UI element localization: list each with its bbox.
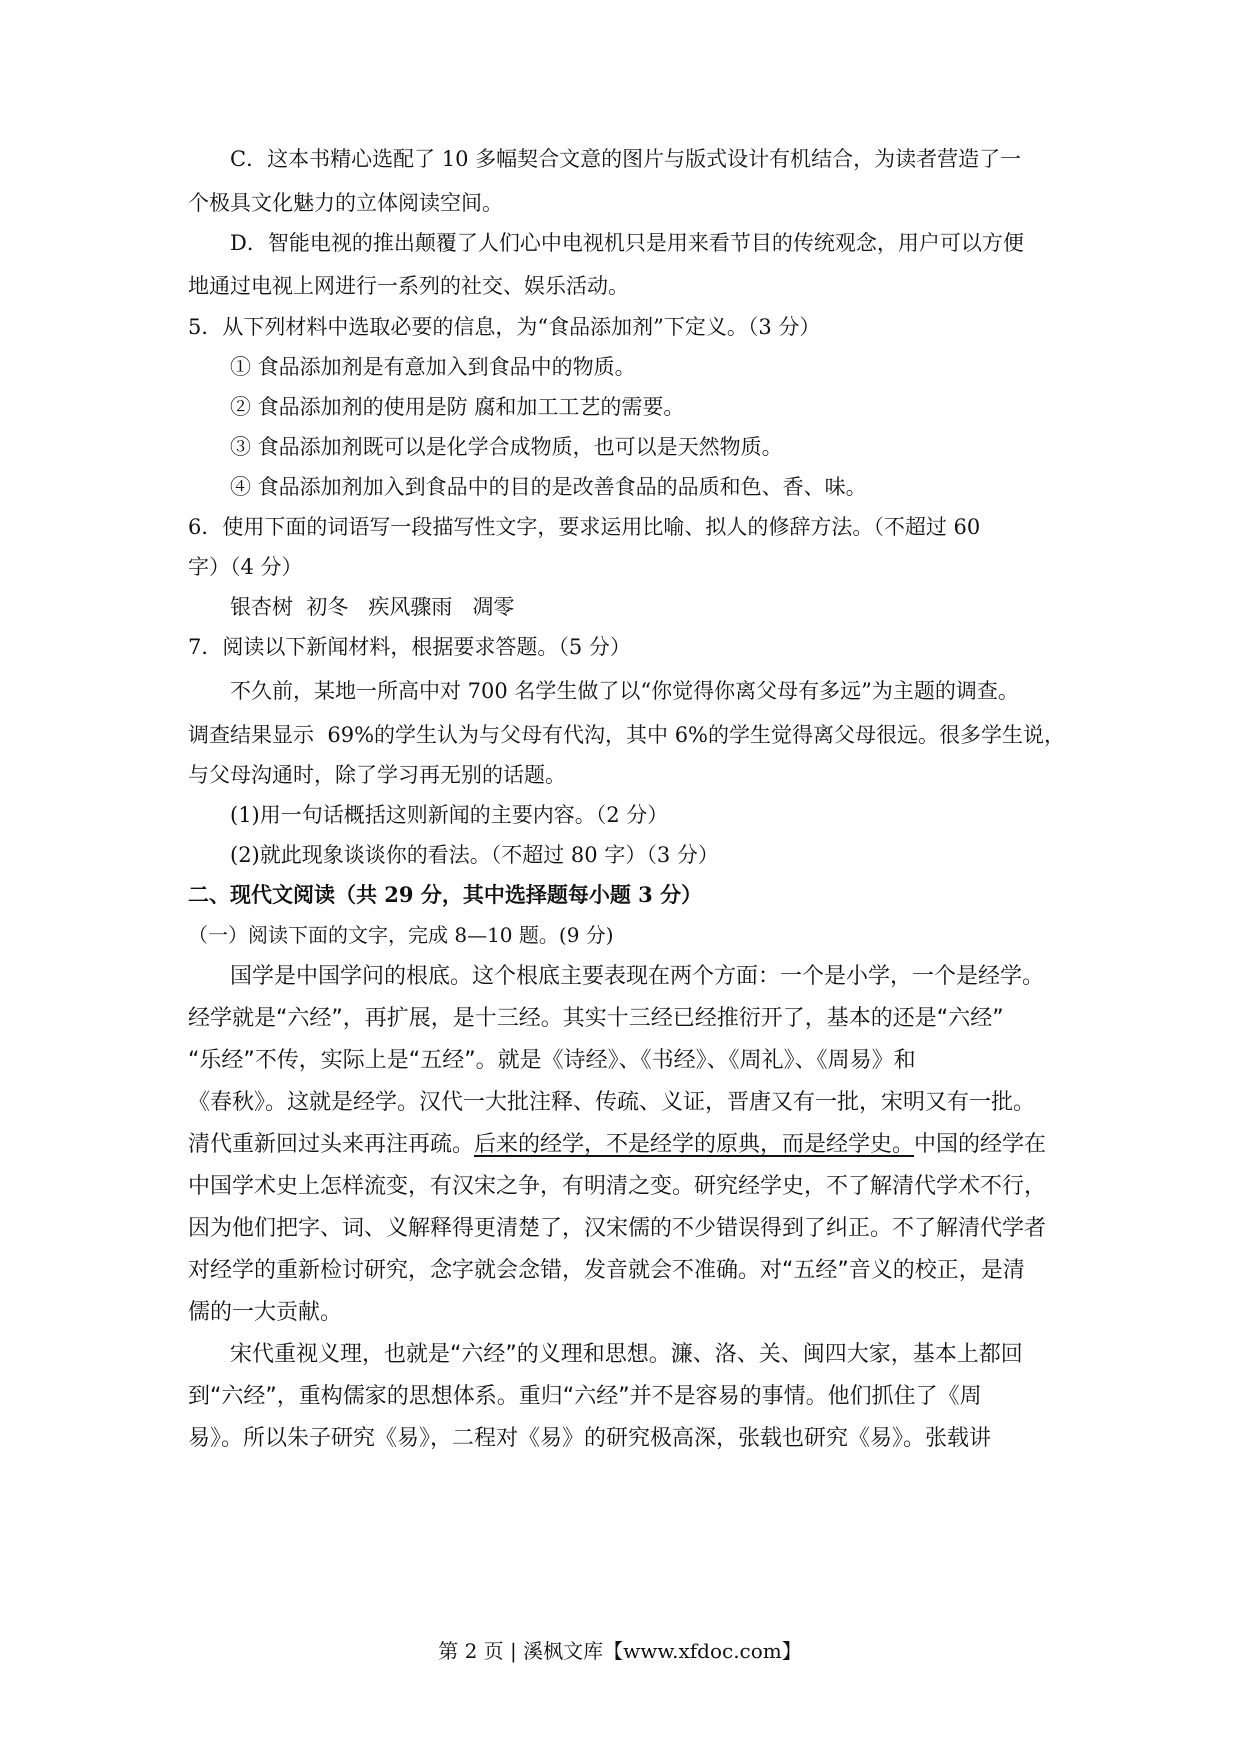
- passage-line-6: 中国学术史上怎样流变，有汉宋之争，有明清之变。研究经学史，不了解清代学术不行，: [188, 1174, 1047, 1199]
- q6-word-list: 银杏树 初冬 疾风骤雨 凋零: [230, 595, 515, 619]
- passage-line-5: [188, 1130, 1046, 1160]
- q6-stem-line2: 字）（4 分）: [188, 555, 303, 579]
- q5-item-4: ④ 食品添加剂加入到食品中的目的是改善食品的品质和色、香、味。: [230, 475, 867, 499]
- q5-item-1: ① 食品添加剂是有意加入到食品中的物质。: [230, 355, 636, 379]
- underlined-sentence: 后来的经学，不是经学的原典，而是经学史。: [474, 1132, 915, 1157]
- passage-line-1: 国学是中国学问的根底。这个根底主要表现在两个方面：一个是小学，一个是经学。: [230, 964, 1045, 989]
- passage-line-7: 因为他们把字、词、义解释得更清楚了，汉宋儒的不少错误得到了纠正。不了解清代学者: [188, 1216, 1047, 1241]
- page-footer: 第 2 页 | 溪枫文库【www.xfdoc.com】: [438, 1639, 802, 1663]
- passage-line-5-start: 清代重新回过头来再注再疏。: [188, 1132, 475, 1157]
- passage-line-4: 《春秋》。这就是经学。汉代一大批注释、传疏、义证，晋唐又有一批，宋明又有一批。: [188, 1090, 1036, 1115]
- passage-line-5-end: 中国的经学在: [914, 1132, 1047, 1157]
- q5-stem: 5．从下列材料中选取必要的信息，为“食品添加剂”下定义。（3 分）: [188, 315, 821, 339]
- passage-line-12: 易》。所以朱子研究《易》，二程对《易》的研究极高深，张载也研究《易》。张载讲: [188, 1426, 992, 1451]
- passage-line-11: 到“六经”，重构儒家的思想体系。重归“六经”并不是容易的事情。他们抓住了《周: [188, 1384, 982, 1409]
- q5-item-2: ② 食品添加剂的使用是防 腐和加工工艺的需要。: [230, 395, 685, 419]
- q4-option-d-line2: 地通过电视上网进行一系列的社交、娱乐活动。: [188, 274, 629, 298]
- passage-line-10: 宋代重视义理，也就是“六经”的义理和思想。濂、洛、关、闽四大家，基本上都回: [230, 1342, 1023, 1367]
- q4-option-d-line1: D．智能电视的推出颠覆了人们心中电视机只是用来看节目的传统观念，用户可以方便: [230, 231, 1024, 255]
- section-heading: 二、现代文阅读（共 29 分，其中选择题每小题 3 分）: [188, 882, 703, 907]
- part-instruction: （一）阅读下面的文字，完成 8—10 题。(9 分): [188, 923, 614, 947]
- passage-line-8: 对经学的重新检讨研究，念字就会念错，发音就会不准确。对“五经”音义的校正，是清: [188, 1258, 1025, 1283]
- q4-option-c-line2: 个极具文化魅力的立体阅读空间。: [188, 191, 503, 215]
- q7-news-line1: 不久前，某地一所高中对 700 名学生做了以“你觉得你离父母有多远”为主题的调查。: [230, 679, 1019, 703]
- q4-option-c-line1: C．这本书精心选配了 10 多幅契合文意的图片与版式设计有机结合，为读者营造了一: [230, 147, 1022, 171]
- q7-stem: 7．阅读以下新闻材料，根据要求答题。（5 分）: [188, 635, 631, 659]
- q7-news-line2: 调查结果显示 69%的学生认为与父母有代沟，其中 6%的学生觉得离父母很远。很多学生说，: [188, 723, 1066, 747]
- q7-news-line3: 与父母沟通时，除了学习再无别的话题。: [188, 763, 566, 787]
- passage-line-9: 儒的一大贡献。: [188, 1300, 343, 1325]
- q7-subquestion-1: (1)用一句话概括这则新闻的主要内容。（2 分）: [230, 803, 669, 827]
- passage-line-2: 经学就是“六经”，再扩展，是十三经。其实十三经已经推衍开了，基本的还是“六经”: [188, 1006, 1004, 1031]
- q7-subquestion-2: (2)就此现象谈谈你的看法。（不超过 80 字）（3 分）: [230, 843, 719, 867]
- q6-stem-line1: 6．使用下面的词语写一段描写性文字，要求运用比喻、拟人的修辞方法。（不超过 60: [188, 515, 981, 539]
- q5-item-3: ③ 食品添加剂既可以是化学合成物质，也可以是天然物质。: [230, 435, 783, 459]
- passage-line-3: “乐经”不传，实际上是“五经”。就是《诗经》、《书经》、《周礼》、《周易》和: [188, 1048, 916, 1073]
